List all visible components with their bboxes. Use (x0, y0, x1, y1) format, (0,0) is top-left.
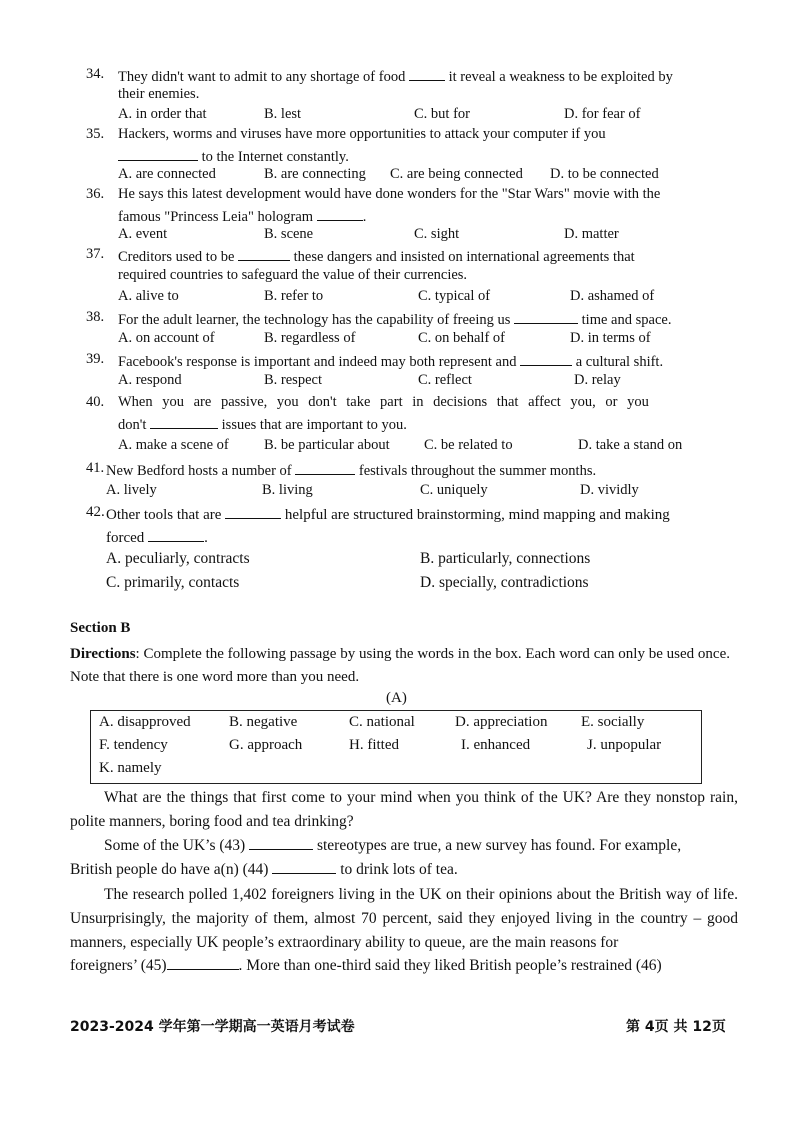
passage-label: (A) (386, 690, 407, 706)
passage-text: stereotypes are true, a new survey has found. For example, (316, 837, 682, 854)
word-option: E. socially (581, 714, 645, 730)
question-37-stem-part: Creditors used to be (118, 249, 235, 265)
question-41-blank (295, 460, 355, 475)
option-d[interactable]: D. ashamed of (570, 288, 655, 304)
question-36-stem-part: famous "Princess Leia" hologram (118, 209, 314, 225)
question-40-stem-line2 (118, 414, 407, 434)
question-37-stem-line2: required countries to safeguard the value of their currencies. (118, 267, 468, 283)
option-a[interactable]: A. peculiarly, contracts (106, 550, 250, 567)
question-40-options (118, 437, 718, 457)
option-d[interactable]: D. for fear of (564, 106, 641, 122)
question-38-blank (514, 309, 578, 324)
option-d[interactable]: D. to be connected (550, 166, 659, 182)
footer-exam-title: 2023-2024 学年第一学期高一英语月考试卷 (70, 1019, 355, 1035)
passage-text: . More than one-third said they liked British people’s restrained (46) (238, 957, 662, 974)
option-c[interactable]: C. are being connected (390, 166, 523, 182)
question-40-stem: When you are passive, you don't take part in decisions that affect you, or you (118, 394, 649, 410)
question-38-stem-part: time and space. (581, 312, 672, 328)
word-option: K. namely (99, 760, 162, 776)
option-d[interactable]: D. relay (574, 372, 621, 388)
question-42-stem-line2: forced . (106, 527, 208, 547)
word-option: B. negative (229, 714, 298, 730)
option-b[interactable]: B. particularly, connections (420, 550, 591, 567)
option-b[interactable]: B. lest (264, 106, 302, 122)
footer-page-number: 第 4页 共 12页 (626, 1019, 726, 1035)
question-34-blank (409, 66, 445, 81)
option-a[interactable]: A. lively (106, 482, 157, 498)
directions-label: Directions (70, 646, 136, 662)
option-b[interactable]: B. refer to (264, 288, 324, 304)
option-c[interactable]: C. on behalf of (418, 330, 505, 346)
option-d[interactable]: D. specially, contradictions (420, 574, 589, 591)
option-a[interactable]: A. make a scene of (118, 437, 229, 453)
option-b[interactable]: B. be particular about (264, 437, 390, 453)
passage-text: to drink lots of tea. (340, 861, 458, 878)
blank-43 (249, 835, 313, 850)
question-38-options (118, 330, 718, 350)
question-39-number: 39. (86, 351, 105, 367)
section-title: Section B (70, 620, 131, 636)
blank-45 (167, 955, 239, 970)
question-35-blank (118, 146, 198, 161)
question-40-stem-part: issues that are important to you. (221, 417, 407, 433)
question-40-number: 40. (86, 394, 105, 410)
passage-paragraph-3: The research polled 1,402 foreigners living in the UK on their opinions about the British way of life. Unsurprisingly, the majority of them, almost 70 percent, said they enjoyed living in the country – good manners, especially UK people’s extraordinary ability to queue, are the main reasons for (70, 886, 738, 951)
passage-paragraph-2-line1 (104, 835, 681, 855)
word-option: I. enhanced (461, 737, 531, 753)
passage-text: foreigners’ (45) (70, 957, 167, 974)
question-35-stem-line2 (118, 146, 349, 166)
question-35-stem-part: to the Internet constantly. (201, 149, 349, 165)
question-42-stem (106, 504, 670, 524)
question-37-options (118, 288, 718, 308)
question-34-stem-line2: their enemies. (118, 86, 200, 102)
option-d[interactable]: D. in terms of (570, 330, 651, 346)
passage-text: Some of the UK’s (43) (104, 837, 246, 854)
option-c[interactable]: C. uniquely (420, 482, 488, 498)
question-36-options (118, 226, 718, 246)
word-option: H. fitted (349, 737, 399, 753)
question-42-blank-2 (148, 527, 204, 542)
option-a[interactable]: A. respond (118, 372, 182, 388)
option-c[interactable]: C. primarily, contacts (106, 574, 240, 591)
word-option: A. disapproved (99, 714, 191, 730)
question-42-number: 42. (86, 504, 105, 520)
question-34-number: 34. (86, 66, 105, 82)
option-c[interactable]: C. but for (414, 106, 470, 122)
question-36-blank (317, 206, 363, 221)
option-a[interactable]: A. are connected (118, 166, 216, 182)
question-38-number: 38. (86, 309, 105, 325)
question-36-number: 36. (86, 186, 105, 202)
passage-paragraph-3-end (70, 955, 662, 975)
question-42-blank-1 (225, 504, 281, 519)
blank-44 (272, 859, 336, 874)
option-d[interactable]: D. take a stand on (578, 437, 683, 453)
option-d[interactable]: D. vividly (580, 482, 639, 498)
question-36-stem: He says this latest development would have done wonders for the "Star Wars" movie with the (118, 186, 661, 202)
option-c[interactable]: C. be related to (424, 437, 513, 453)
option-b[interactable]: B. living (262, 482, 313, 498)
passage-paragraph-2-line2 (70, 859, 458, 879)
question-34-stem (118, 66, 673, 86)
word-option: F. tendency (99, 737, 168, 753)
question-35-options (118, 166, 718, 186)
question-37-stem-part: these dangers and insisted on international agreements that (293, 249, 635, 265)
option-a[interactable]: A. event (118, 226, 168, 242)
option-c[interactable]: C. sight (414, 226, 460, 242)
question-37-stem (118, 246, 635, 266)
question-39-stem (118, 351, 663, 371)
question-39-stem-part: a cultural shift. (575, 354, 664, 370)
question-38-stem (118, 309, 671, 329)
option-a[interactable]: A. alive to (118, 288, 179, 304)
option-a[interactable]: A. on account of (118, 330, 215, 346)
question-37-blank (238, 246, 290, 261)
question-34-options (118, 106, 718, 126)
question-38-stem-part: For the adult learner, the technology has the capability of freeing us (118, 312, 511, 328)
question-39-blank (520, 351, 572, 366)
question-41-stem (106, 460, 596, 480)
question-35-stem: Hackers, worms and viruses have more opportunities to attack your computer if you (118, 126, 606, 142)
question-41-number: 41. (86, 460, 105, 476)
option-c[interactable]: C. reflect (418, 372, 472, 388)
question-39-stem-part: Facebook's response is important and indeed may both represent and (118, 354, 517, 370)
word-option: G. approach (229, 737, 303, 753)
option-a[interactable]: A. in order that (118, 106, 207, 122)
question-37-number: 37. (86, 246, 105, 262)
passage-paragraph-1: What are the things that first come to your mind when you think of the UK? Are they nonstop rain, polite manners, boring food and tea drinking? (70, 789, 738, 830)
option-b[interactable]: B. are connecting (264, 166, 366, 182)
passage-text: British people do have a(n) (44) (70, 861, 269, 878)
word-option: J. unpopular (587, 737, 662, 753)
directions-text: : Complete the following passage by using the words in the box. Each word can only be used once. Note that there is one word more than you need. (70, 646, 730, 685)
question-42-stem-part: Other tools that are (106, 507, 222, 523)
option-b[interactable]: B. regardless of (264, 330, 356, 346)
word-box (90, 710, 702, 784)
question-41-options (106, 482, 706, 502)
question-41-stem-part: festivals throughout the summer months. (358, 463, 597, 479)
question-40-stem-part: don't (118, 417, 147, 433)
option-c[interactable]: C. typical of (418, 288, 491, 304)
question-42-stem-part: helpful are structured brainstorming, mind mapping and making (284, 507, 670, 523)
question-41-stem-part: New Bedford hosts a number of (106, 463, 292, 479)
question-35-number: 35. (86, 126, 105, 142)
option-b[interactable]: B. respect (264, 372, 322, 388)
question-34-stem-part: it reveal a weakness to be exploited by (448, 69, 673, 85)
question-39-options (118, 372, 718, 392)
question-34-stem-part: They didn't want to admit to any shortage of food (118, 69, 406, 85)
directions (70, 643, 730, 689)
word-option: C. national (349, 714, 415, 730)
question-36-stem-line2: famous "Princess Leia" hologram . (118, 206, 366, 226)
question-40-blank (150, 414, 218, 429)
question-42-stem-part: forced (106, 530, 145, 546)
word-option: D. appreciation (455, 714, 548, 730)
option-b[interactable]: B. scene (264, 226, 314, 242)
option-d[interactable]: D. matter (564, 226, 619, 242)
